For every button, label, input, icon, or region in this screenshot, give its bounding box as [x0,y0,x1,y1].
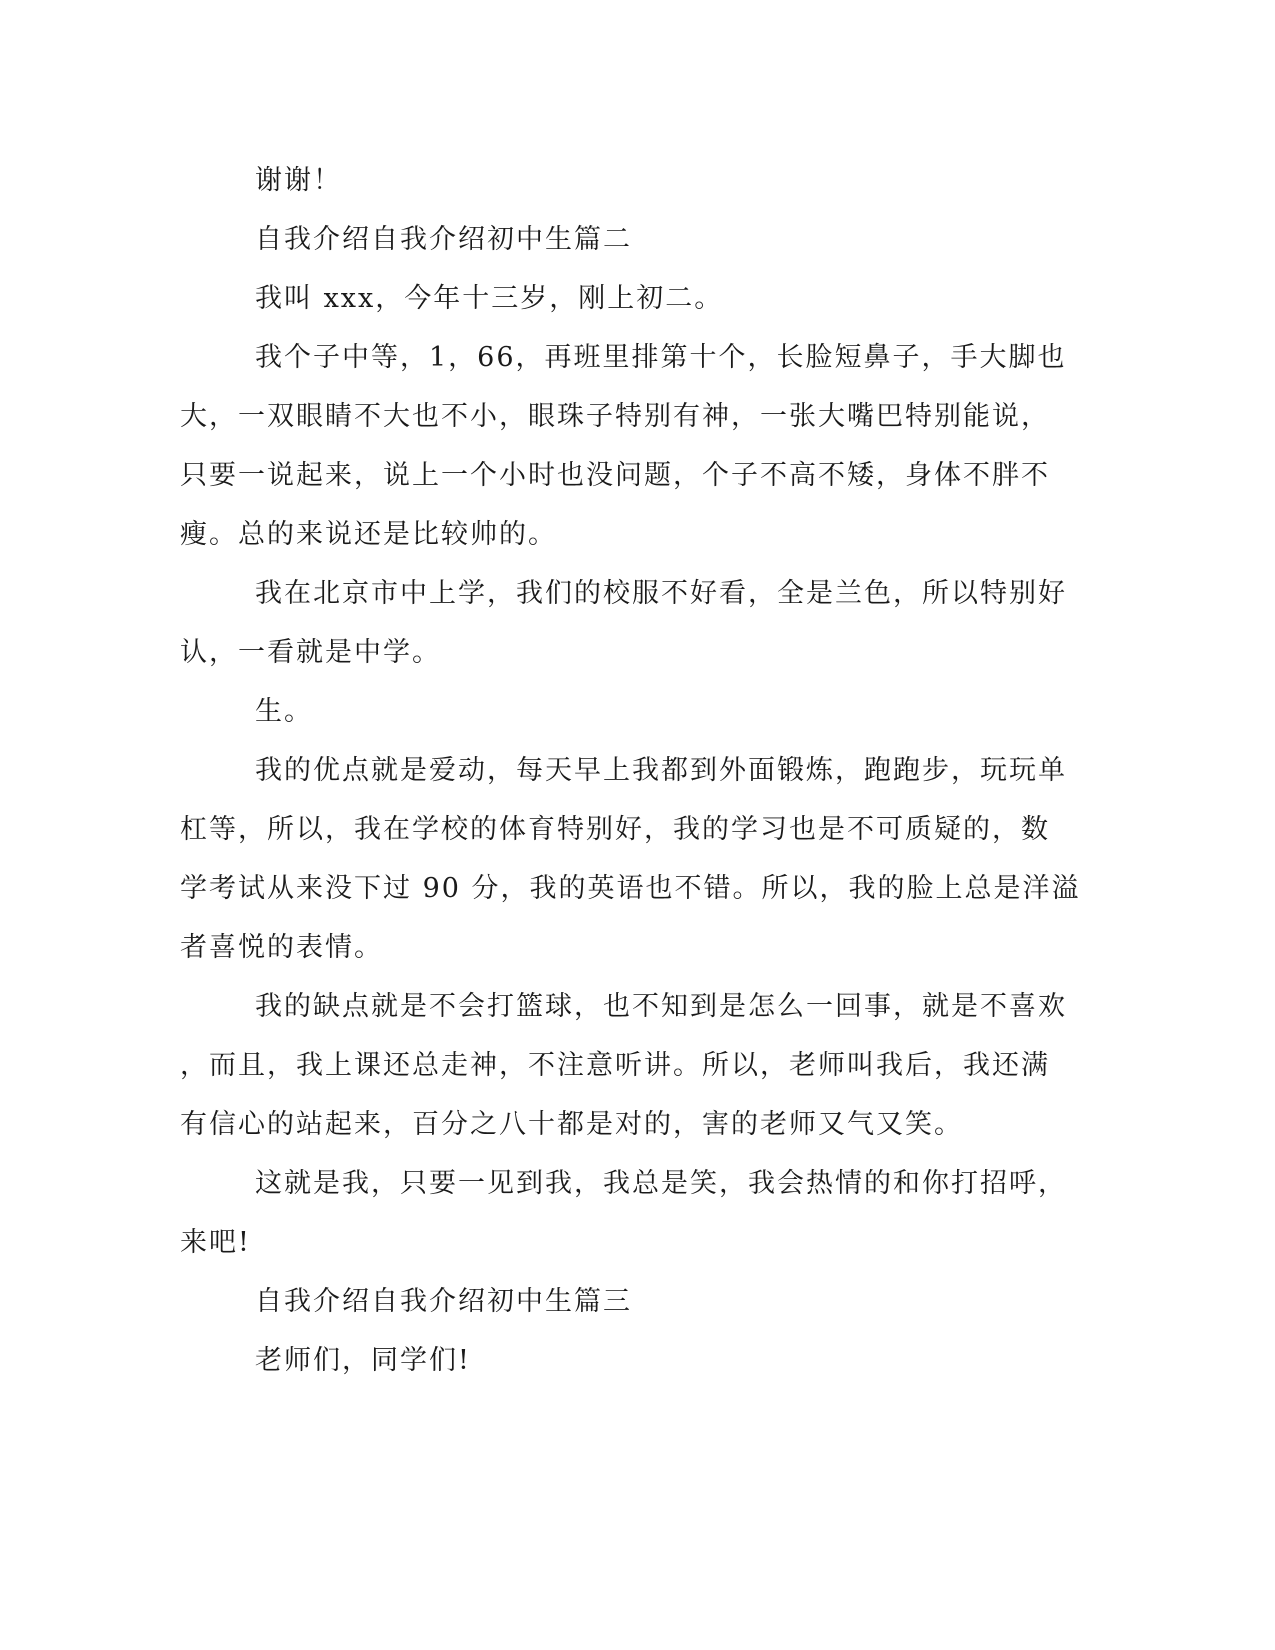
text-line: 有信心的站起来，百分之八十都是对的，害的老师又气又笑。 [180,1109,963,1140]
text-line: 生。 [255,696,313,727]
text-line: 只要一说起来，说上一个小时也没问题，个子不高不矮，身体不胖不 [180,460,1050,491]
text-line: ，而且，我上课还总走神，不注意听讲。所以，老师叫我后，我还满 [180,1050,1050,1081]
text-line: 大，一双眼睛不大也不小，眼珠子特别有神，一张大嘴巴特别能说， [180,401,1050,432]
text-line: 老师们，同学们! [255,1345,471,1376]
text-line: 我个子中等，1，66，再班里排第十个，长脸短鼻子，手大脚也 [255,342,1067,373]
section-heading: 自我介绍自我介绍初中生篇三 [255,1286,632,1317]
text-line: 我的缺点就是不会打篮球，也不知到是怎么一回事，就是不喜欢 [255,991,1067,1022]
text-line: 瘦。总的来说还是比较帅的。 [180,519,557,550]
section-heading: 自我介绍自我介绍初中生篇二 [255,224,632,255]
text-line: 学考试从来没下过 90 分，我的英语也不错。所以，我的脸上总是洋溢 [180,873,1081,904]
text-line: 我的优点就是爱动，每天早上我都到外面锻炼，跑跑步，玩玩单 [255,755,1067,786]
text-line: 这就是我，只要一见到我，我总是笑，我会热情的和你打招呼， [255,1168,1067,1199]
text-line: 杠等，所以，我在学校的体育特别好，我的学习也是不可质疑的，数 [180,814,1050,845]
text-line: 者喜悦的表情。 [180,932,383,963]
text-line: 我在北京市中上学，我们的校服不好看，全是兰色，所以特别好 [255,578,1067,609]
text-line: 来吧! [180,1227,251,1258]
text-line: 认，一看就是中学。 [180,637,441,668]
text-line: 谢谢！ [255,165,342,196]
text-line: 我叫 xxx，今年十三岁，刚上初二。 [255,283,724,314]
